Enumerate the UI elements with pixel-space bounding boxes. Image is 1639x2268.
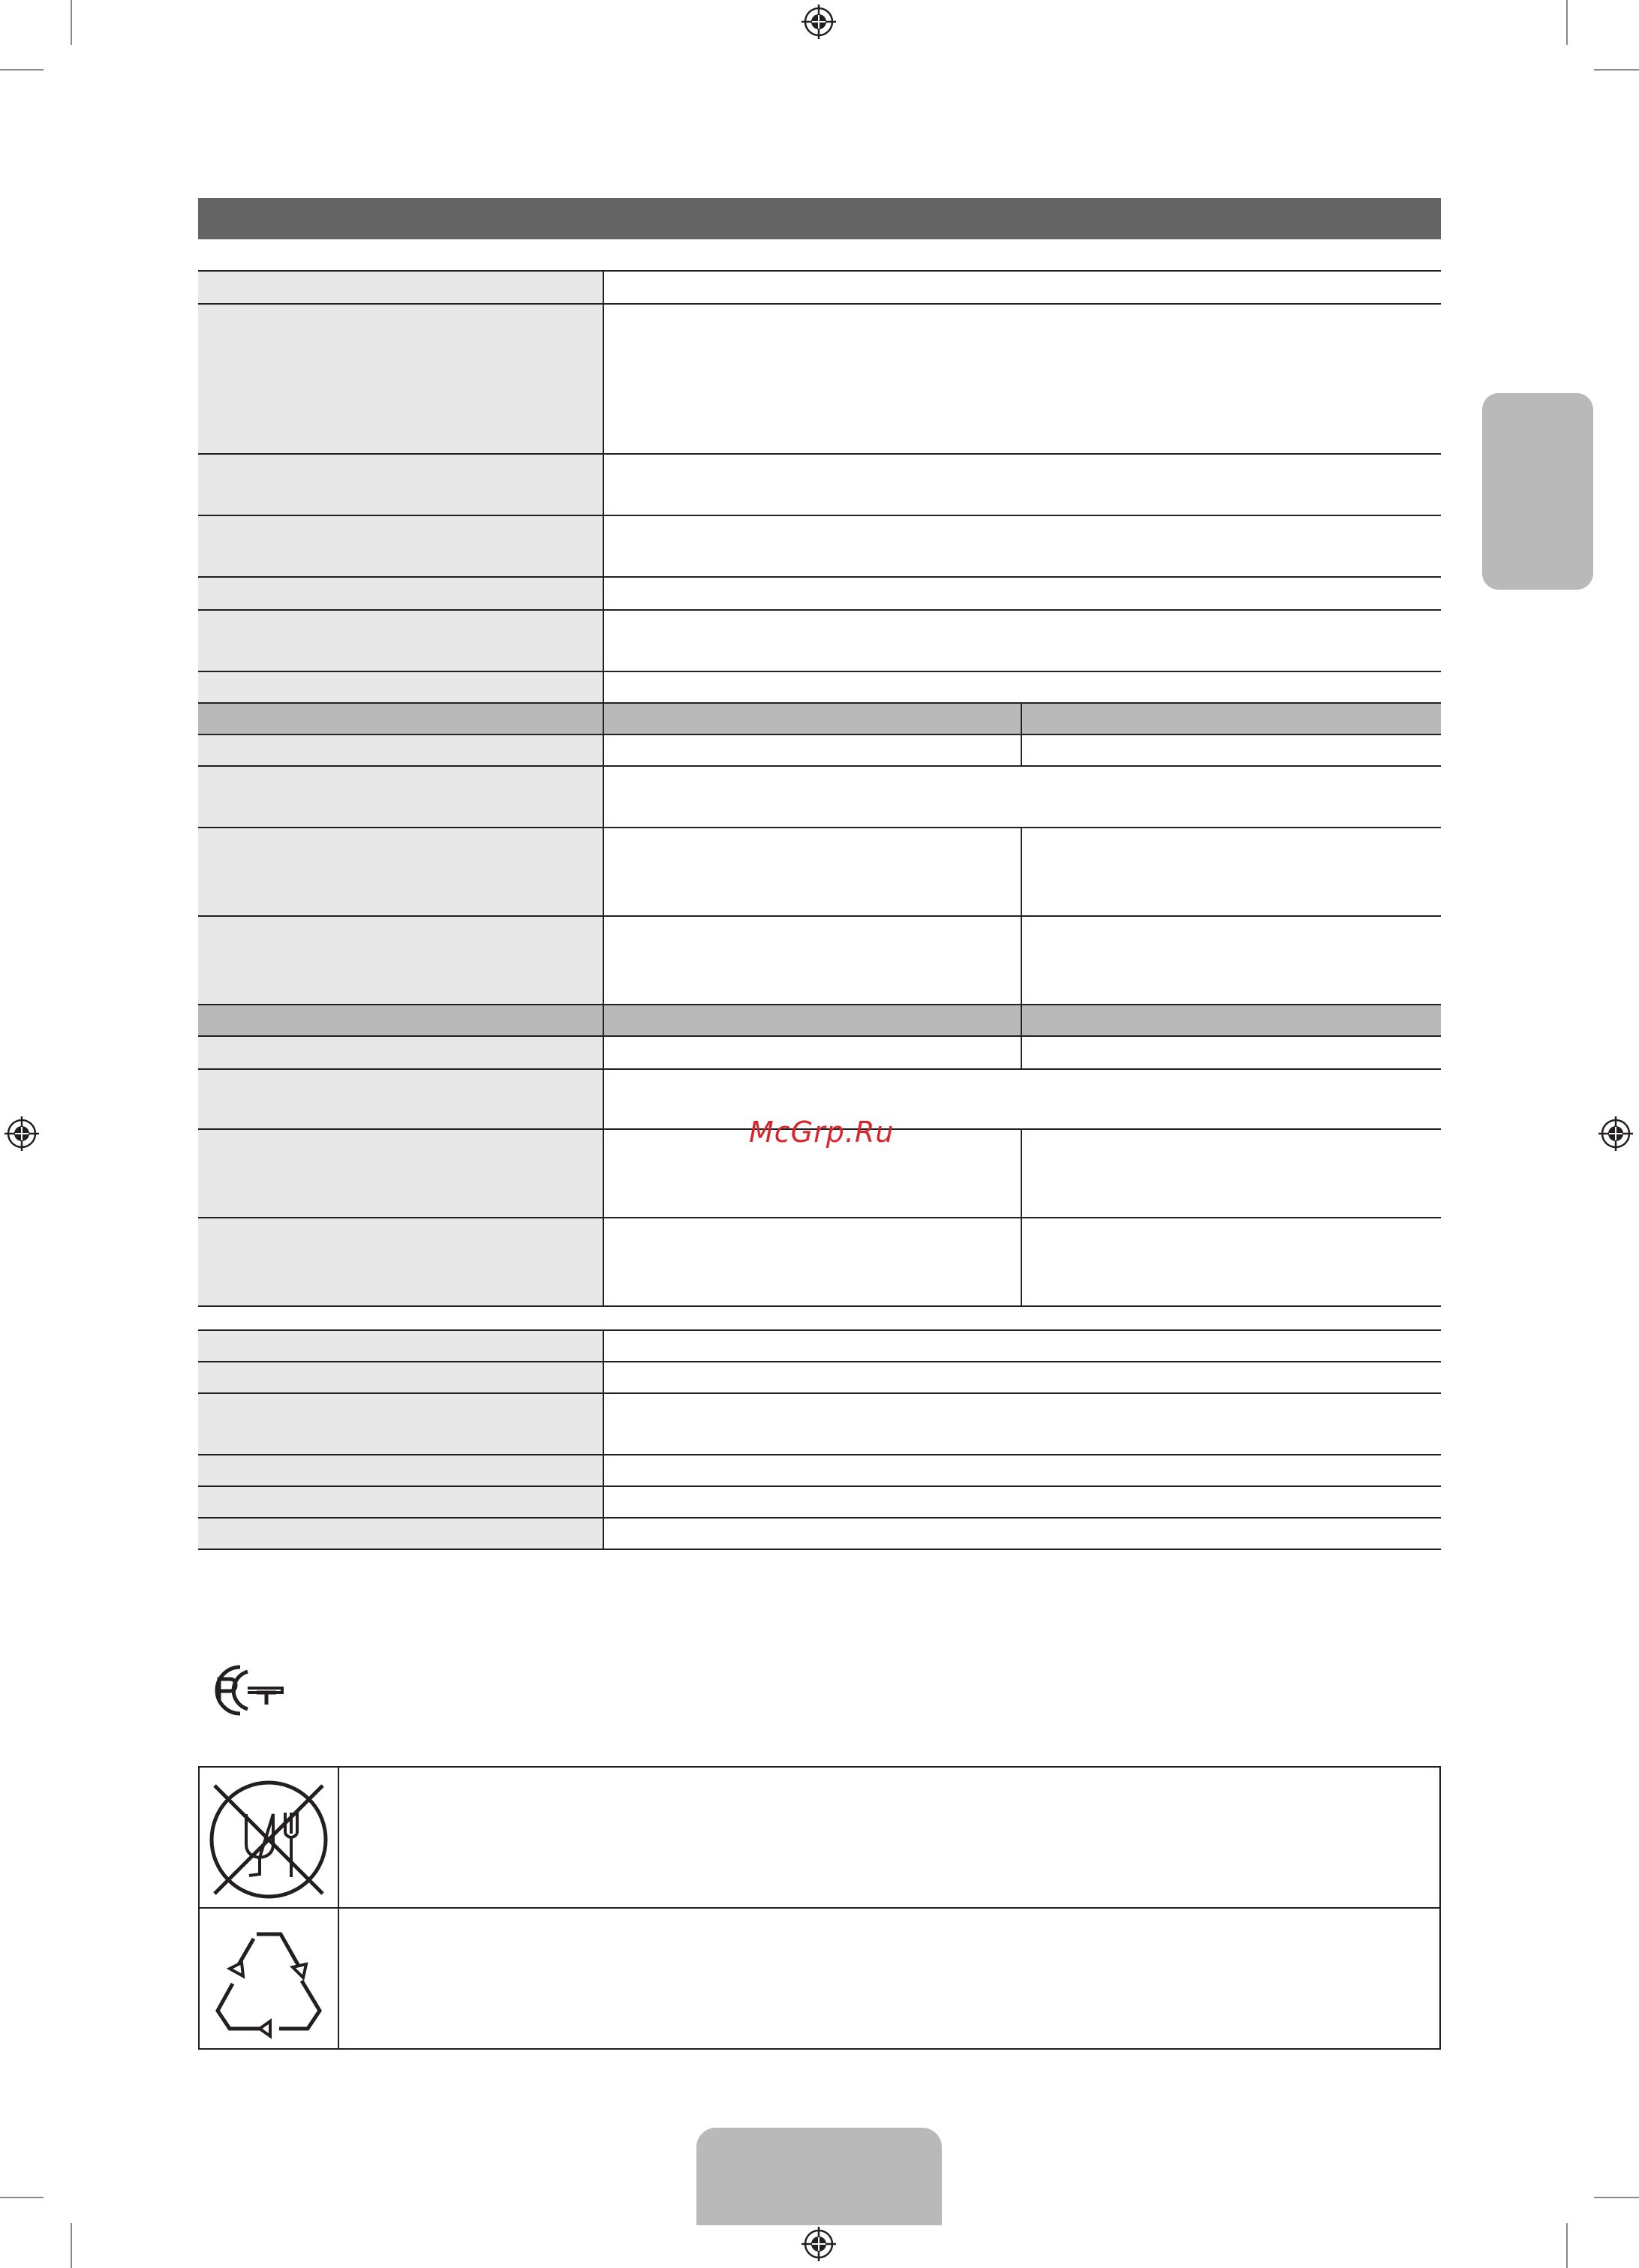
table-rule — [198, 765, 1441, 767]
spec-label-cell — [198, 1218, 603, 1305]
spec-label-cell — [198, 1362, 603, 1392]
table-rule — [198, 1217, 1441, 1218]
table-rule — [198, 1454, 1441, 1455]
spec-label-cell — [198, 1331, 603, 1361]
table-rule — [198, 827, 1441, 828]
spec-label-cell — [198, 735, 603, 765]
spec-label-cell — [198, 1519, 603, 1549]
spec-label-cell — [198, 611, 603, 671]
spec-label-cell — [198, 917, 603, 1004]
table-rule — [198, 1517, 1441, 1519]
spec-label-cell — [198, 1455, 603, 1485]
column-divider — [1021, 1128, 1022, 1307]
spec-label-cell — [198, 1037, 603, 1068]
spec-label-cell — [198, 578, 603, 609]
spec-label-cell — [198, 305, 603, 453]
table-rule — [198, 1361, 1441, 1362]
crop-mark — [71, 0, 72, 45]
column-divider — [603, 270, 604, 1307]
symbols-divider — [198, 1907, 1441, 1909]
crosshair-registration-icon — [801, 5, 836, 39]
spec-label-cell — [198, 1394, 603, 1454]
table-rule — [198, 671, 1441, 672]
column-divider — [1021, 1004, 1022, 1070]
crop-mark — [71, 2223, 72, 2268]
spec-label-cell — [198, 828, 603, 915]
crop-mark — [1566, 2223, 1568, 2268]
spec-label-cell — [198, 516, 603, 576]
spec-label-cell — [198, 272, 603, 303]
table-rule — [198, 702, 1441, 704]
spec-label-cell — [198, 767, 603, 827]
table-rule — [198, 609, 1441, 611]
table-rule — [198, 576, 1441, 578]
table-rule — [198, 734, 1441, 735]
table-rule — [198, 270, 1441, 272]
table-rule — [198, 1392, 1441, 1394]
column-divider — [603, 1329, 604, 1550]
table-rule — [198, 1068, 1441, 1070]
crop-mark — [0, 69, 44, 71]
column-divider — [1021, 702, 1022, 767]
crop-mark — [0, 2197, 44, 2198]
table-rule — [198, 1549, 1441, 1550]
spec-label-cell — [198, 1487, 603, 1517]
table-rule — [198, 1485, 1441, 1487]
pct-certification-icon — [201, 1661, 285, 1720]
model-header-row — [198, 704, 1441, 734]
language-side-tab — [1482, 393, 1593, 590]
table-rule — [198, 915, 1441, 917]
crosshair-registration-icon — [801, 2227, 836, 2261]
page-number-tab — [696, 2128, 942, 2225]
table-rule — [198, 1035, 1441, 1037]
spec-label-cell — [198, 672, 603, 702]
table-rule — [198, 453, 1441, 455]
table-rule — [198, 1305, 1441, 1307]
table-rule — [198, 515, 1441, 516]
crosshair-registration-icon — [5, 1116, 39, 1151]
watermark-text: McGrp.Ru — [749, 1116, 895, 1149]
table-rule — [198, 1329, 1441, 1331]
crosshair-registration-icon — [1598, 1116, 1633, 1151]
recycle-icon — [207, 1918, 330, 2041]
spec-label-cell — [198, 455, 603, 515]
table-rule — [198, 303, 1441, 305]
spec-label-cell — [198, 1130, 603, 1217]
table-rule — [198, 1004, 1441, 1005]
section-header-bar — [198, 198, 1441, 239]
crop-mark — [1594, 2197, 1639, 2198]
spec-label-cell — [198, 1070, 603, 1128]
not-for-food-contact-icon — [207, 1778, 330, 1901]
crop-mark — [1566, 0, 1568, 45]
model-header-row — [198, 1005, 1441, 1035]
column-divider — [1021, 827, 1022, 1005]
crop-mark — [1594, 69, 1639, 71]
